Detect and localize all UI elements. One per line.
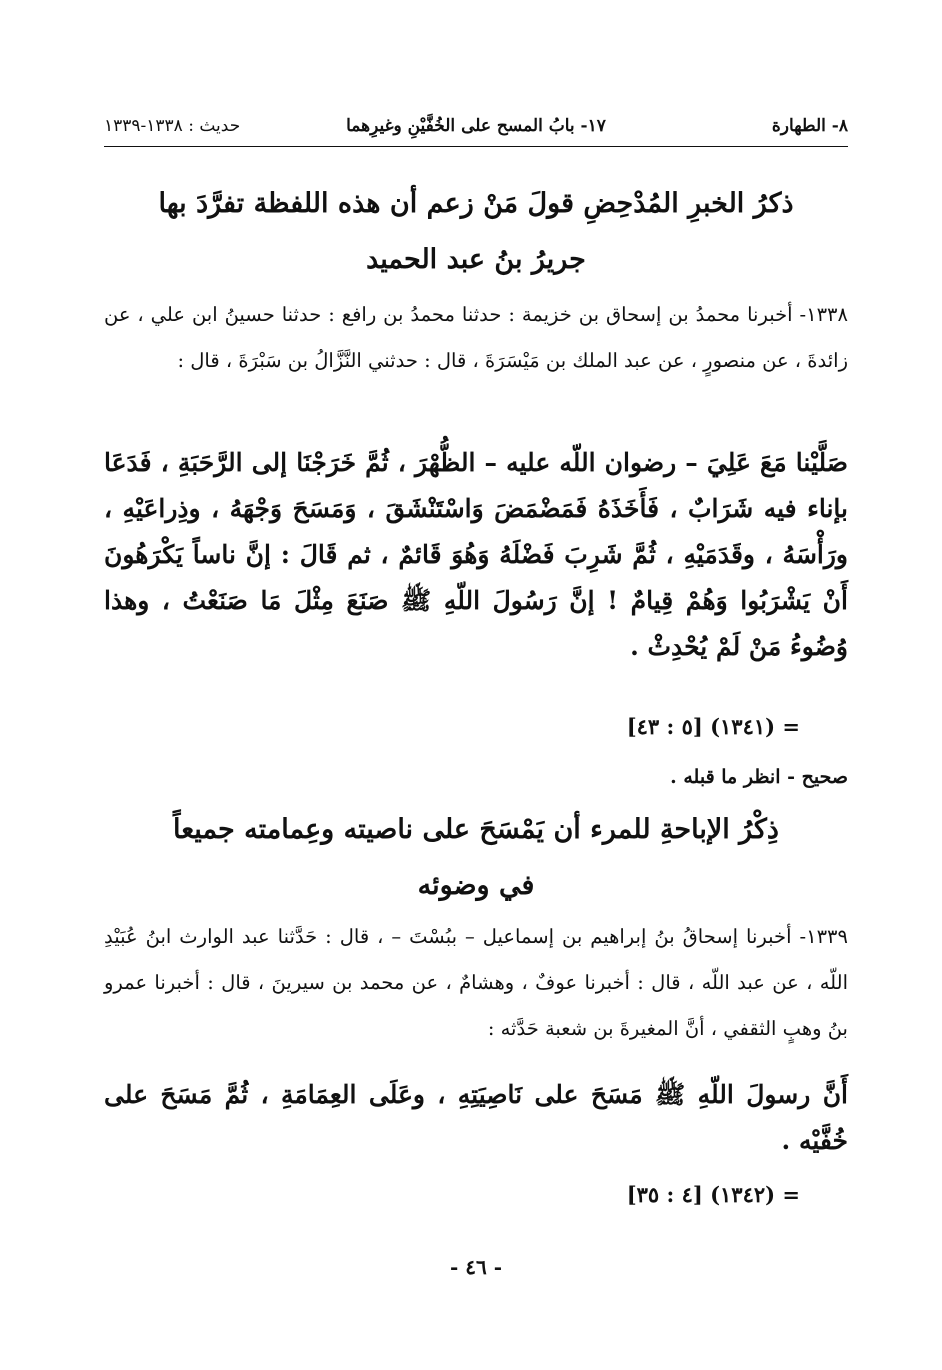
header-divider — [104, 146, 848, 147]
running-header — [104, 110, 848, 140]
heading-line: جريرُ بنُ عبد الحميد — [366, 244, 586, 275]
cross-reference: = (١٣٤٢) [٤ : ٣٥] — [626, 1182, 800, 1207]
hadith-text: أَنَّ رسولَ اللّهِ ﷺ مَسَحَ على نَاصِيَتِهِ ، وعَلَى العِمَامَةِ ، ثُمَّ مَسَحَ على خُفَّيْه . — [104, 1080, 848, 1155]
hadith-chain: ١٣٣٨- أخبرنا محمدُ بن إسحاق بن خزيمة : حدثنا محمدُ بن رافع : حدثنا حسينُ ابن علي ، عن زائدةَ ، عن منصورٍ ، عن عبد الملك بن مَيْسَرَةَ ، قال : حدثني النَّزَّالُ بن سَبْرَةَ ، قال : — [104, 303, 848, 372]
header-chapter: ٨- الطهارة — [771, 116, 848, 136]
heading-line: ذِكْرُ الإباحةِ للمرء أن يَمْسَحَ على ناصيته وعِمامته جميعاً — [173, 814, 779, 845]
page-number: - ٤٦ - — [449, 1255, 502, 1279]
document-page — [104, 0, 848, 1370]
grading-note: صحيح - انظر ما قبله . — [670, 766, 848, 788]
section-heading — [104, 176, 848, 288]
cross-reference: = (١٣٤١) [٥ : ٤٣] — [626, 714, 800, 739]
hadith-chain: ١٣٣٩- أخبرنا إسحاقُ بنُ إبراهيم بن إسماعيل – ببُسْتَ – ، قال : حَدَّثنا عبد الوارث ابنُ عُبَيْدِ اللّه ، عن عبد اللّه ، قال : أخبرنا عوفٌ ، وهشامٌ ، عن محمد بن سيرينَ ، قال : أخبرنا عمرو بنُ وهبٍ الثقفي ، أنَّ المغيرةَ بن شعبة حَدَّثه : — [104, 925, 848, 1040]
heading-line: ذكرُ الخبرِ المُدْحِضِ قولَ مَنْ زعم أن هذه اللفظة تفرَّدَ بها — [158, 188, 794, 219]
header-section-title: ١٧- بابُ المسح على الخُفَّيْنِ وغيرِهما — [346, 116, 606, 136]
hadith-text: صَلَّيْنا مَعَ عَلِيَ – رضوان اللّه عليه – الظُّهْرَ ، ثُمَّ خَرَجْنَا إلى الرَّحَبَةِ ، فَدَعَا بإناء فيه شَرَابٌ ، فَأَخَذَهُ فَمَضْمَضَ وَاسْتَنْشَقَ ، وَمَسَحَ وَجْهَهُ ، وذِراعَيْهِ ، ورَأْسَهُ ، وقَدَمَيْهِ ، ثُمَّ شَرِبَ فَضْلَهُ وَهُوَ قَائمٌ ، ثم قَالَ : إنَّ ناساً يَكْرَهُونَ أَنْ يَشْرَبُوا وَهُمْ قِيامٌ ! إنَّ رَسُولَ اللّهِ ﷺ صَنَعَ مِثْلَ مَا صَنَعْتُ ، وهذا وُضُوءُ مَنْ لَمْ يُحْدِثْ . — [104, 448, 848, 661]
header-hadith-range: حديث : ١٣٣٨-١٣٣٩ — [104, 116, 241, 136]
section-heading — [104, 802, 848, 914]
heading-line: في وضوئه — [417, 870, 535, 901]
